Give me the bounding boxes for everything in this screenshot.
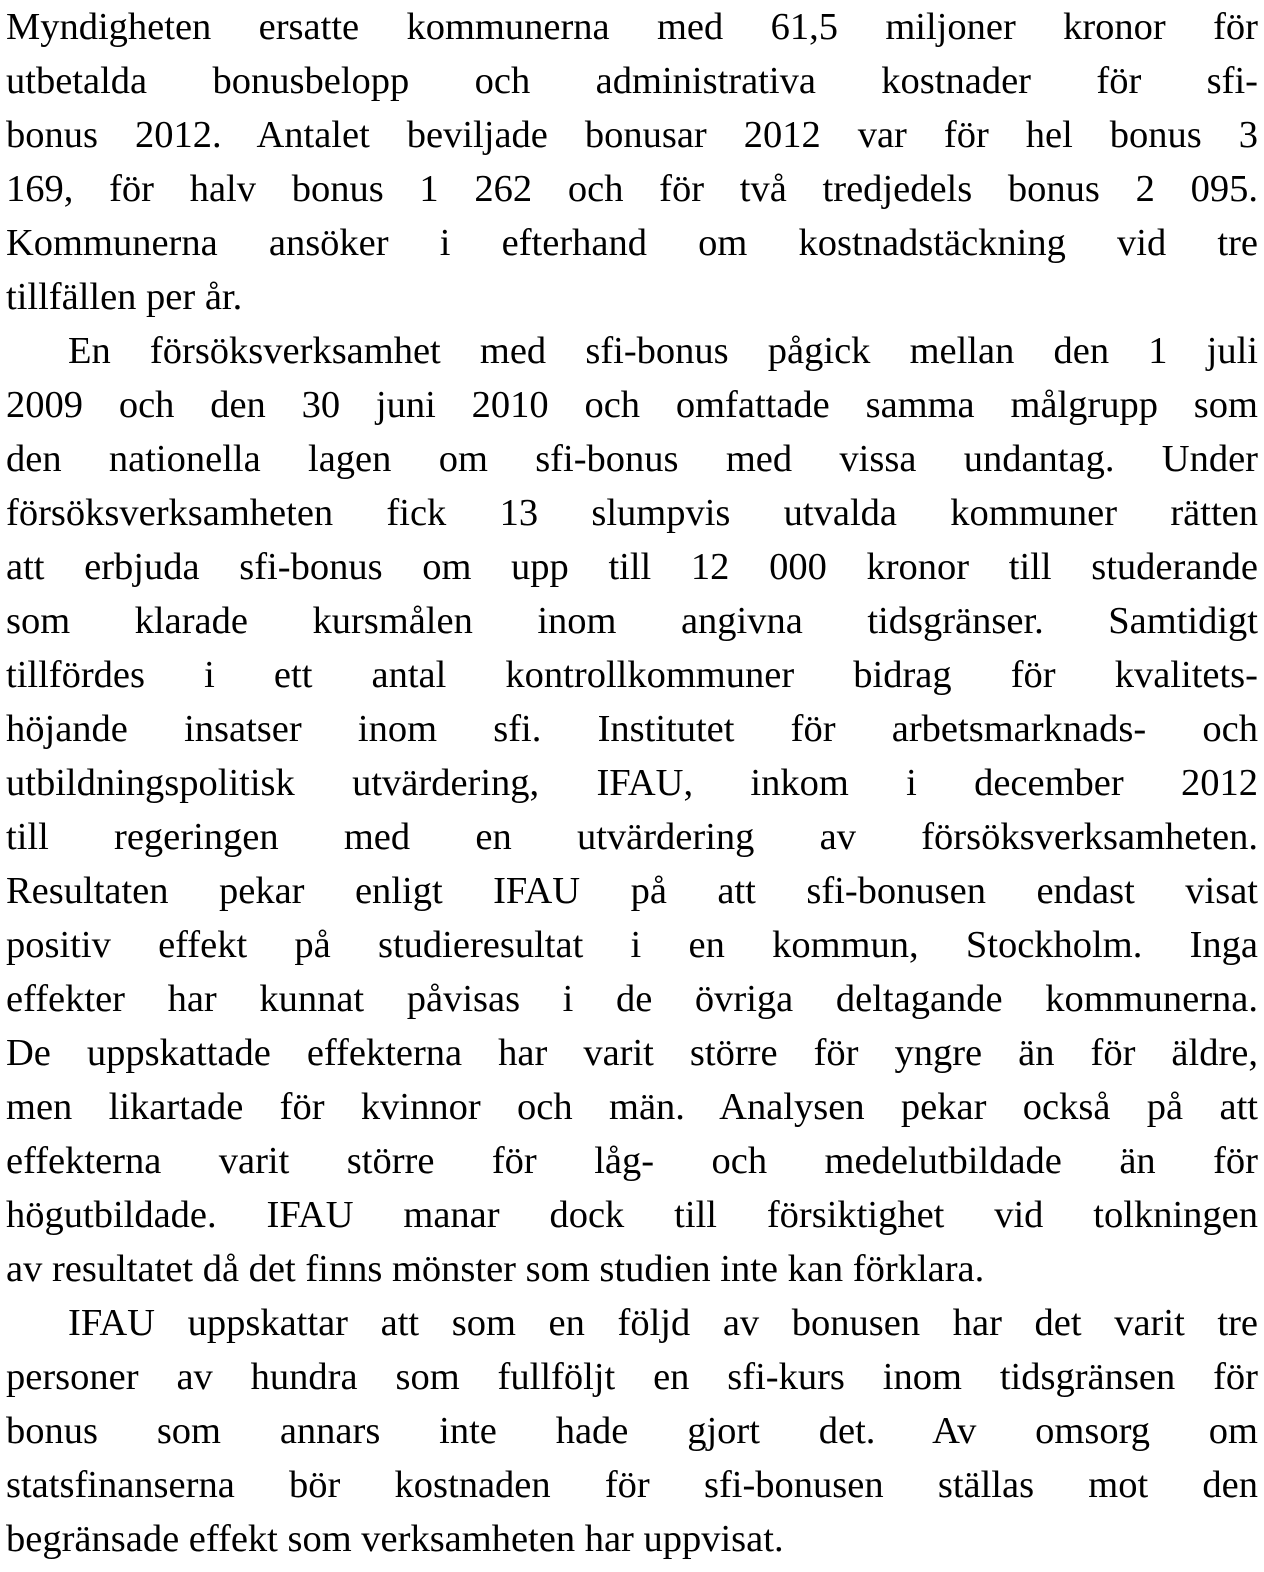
text-line: höjande insatser inom sfi. Institutet för arbetsmarknads- och: [6, 708, 1258, 750]
text-line: En försöksverksamhet med sfi-bonus pågick mellan den 1 juli: [68, 330, 1258, 372]
text-line: effekterna varit större för låg- och medelutbildade än för: [6, 1140, 1258, 1182]
text-line: 169, för halv bonus 1 262 och för två tredjedels bonus 2 095.: [6, 168, 1258, 210]
text-line: IFAU uppskattar att som en följd av bonusen har det varit tre: [68, 1302, 1258, 1344]
text-line: utbetalda bonusbelopp och administrativa kostnader för sfi-: [6, 60, 1258, 102]
text-line: av resultatet då det finns mönster som studien inte kan förklara.: [6, 1248, 985, 1290]
text-line: De uppskattade effekterna har varit större för yngre än för äldre,: [6, 1032, 1258, 1074]
text-line: tillfördes i ett antal kontrollkommuner bidrag för kvalitets-: [6, 654, 1258, 696]
text-line: bonus som annars inte hade gjort det. Av omsorg om: [6, 1410, 1258, 1452]
text-line: Kommunerna ansöker i efterhand om kostnadstäckning vid tre: [6, 222, 1258, 264]
text-line: statsfinanserna bör kostnaden för sfi-bonusen ställas mot den: [6, 1464, 1258, 1506]
text-line: som klarade kursmålen inom angivna tidsgränser. Samtidigt: [6, 600, 1258, 642]
text-line: begränsade effekt som verksamheten har uppvisat.: [6, 1518, 784, 1560]
text-line: Myndigheten ersatte kommunerna med 61,5 miljoner kronor för: [6, 6, 1258, 48]
text-line: att erbjuda sfi-bonus om upp till 12 000 kronor till studerande: [6, 546, 1258, 588]
text-line: högutbildade. IFAU manar dock till försiktighet vid tolkningen: [6, 1194, 1258, 1236]
text-line: bonus 2012. Antalet beviljade bonusar 2012 var för hel bonus 3: [6, 114, 1258, 156]
text-line: personer av hundra som fullföljt en sfi-kurs inom tidsgränsen för: [6, 1356, 1258, 1398]
text-line: utbildningspolitisk utvärdering, IFAU, inkom i december 2012: [6, 762, 1258, 804]
text-line: försöksverksamheten fick 13 slumpvis utvalda kommuner rätten: [6, 492, 1258, 534]
text-line: den nationella lagen om sfi-bonus med vissa undantag. Under: [6, 438, 1258, 480]
text-line: tillfällen per år.: [6, 276, 243, 318]
text-line: positiv effekt på studieresultat i en kommun, Stockholm. Inga: [6, 924, 1258, 966]
text-line: effekter har kunnat påvisas i de övriga deltagande kommunerna.: [6, 978, 1258, 1020]
text-line: 2009 och den 30 juni 2010 och omfattade samma målgrupp som: [6, 384, 1258, 426]
text-line: men likartade för kvinnor och män. Analysen pekar också på att: [6, 1086, 1258, 1128]
text-line: till regeringen med en utvärdering av försöksverksamheten.: [6, 816, 1258, 858]
text-line: Resultaten pekar enligt IFAU på att sfi-bonusen endast visat: [6, 870, 1258, 912]
